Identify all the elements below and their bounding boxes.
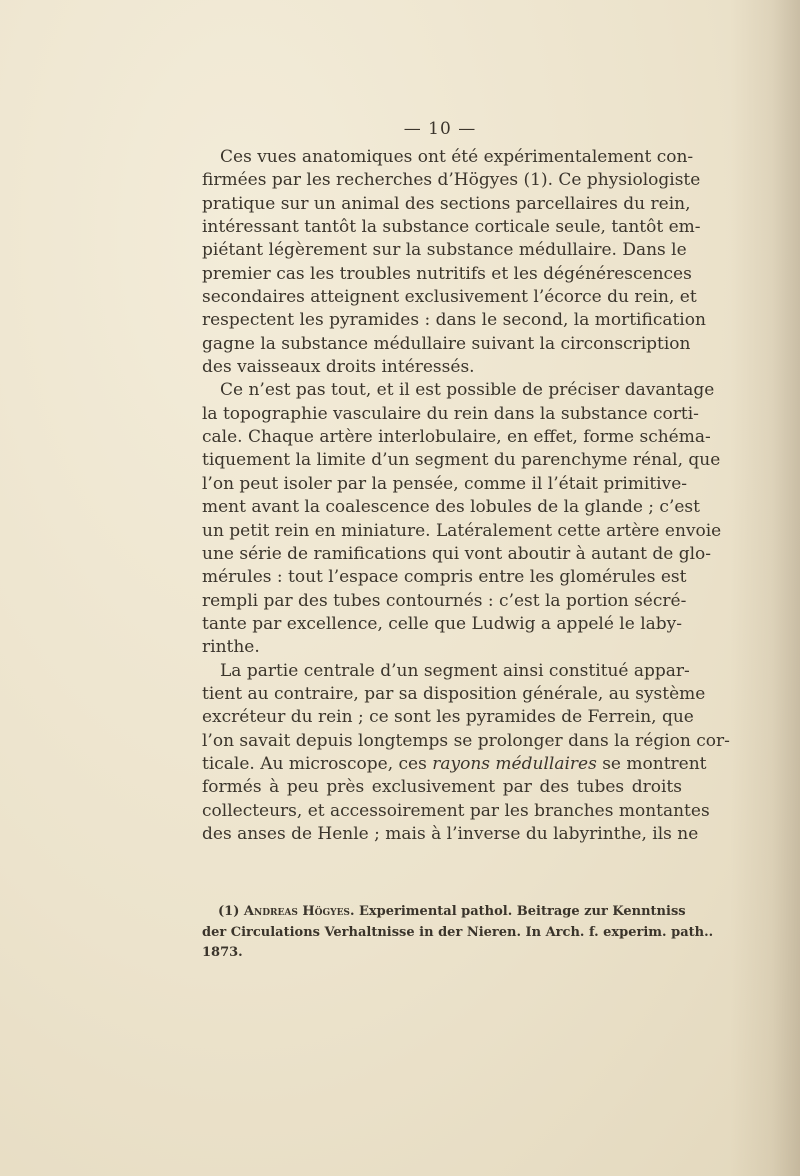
text-line: un petit rein en miniature. Latéralement cette artère envoie — [202, 520, 722, 541]
page-number: — 10 — — [403, 119, 477, 139]
footnote-author: Andreas Högyes — [243, 904, 350, 919]
text-line: formés à peu près exclusivement par des tubes droits — [202, 777, 682, 798]
text-segment: ticale. Au microscope, ces — [202, 753, 433, 774]
text-line: collecteurs, et accessoirement par les branches montantes — [202, 800, 710, 821]
footnote-line: der Circulations Verhaltnisse in der Nieren. In Arch. f. experim. path.. — [202, 924, 714, 940]
text-line: firmées par les recherches d’Högyes (1). Ce physiologiste — [202, 170, 701, 191]
page-edge-shadow — [730, 0, 800, 1176]
text-line: l’on peut isoler par la pensée, comme il l’était primitive- — [202, 473, 688, 494]
text-line: une série de ramifications qui vont aboutir à autant de glo- — [202, 543, 712, 564]
footnote-line: 1873. — [202, 945, 243, 960]
paragraph-1 — [202, 146, 706, 379]
footnote-line — [202, 902, 686, 923]
text-line: rempli par des tubes contournés : c’est la portion sécré- — [202, 590, 687, 611]
text-line: gagne la substance médullaire suivant la circonscription — [202, 333, 691, 354]
text-line: piétant légèrement sur la substance médullaire. Dans le — [202, 240, 687, 261]
body-text — [202, 146, 730, 846]
text-line: mérules : tout l’espace compris entre les glomérules est — [202, 567, 687, 588]
text-line: Ce n’est pas tout, et il est possible de préciser davantage — [220, 380, 715, 401]
text-line: La partie centrale d’un segment ainsi constitué appar- — [220, 660, 690, 681]
text-line: secondaires atteignent exclusivement l’écorce du rein, et — [202, 287, 697, 308]
italic-term: rayons médullaires — [432, 753, 597, 774]
text-line: excréteur du rein ; ce sont les pyramides de Ferrein, que — [202, 707, 694, 728]
text-line: Ces vues anatomiques ont été expérimentalement con- — [220, 147, 694, 167]
text-segment: se montrent — [596, 753, 707, 774]
text-line: tante par excellence, celle que Ludwig a appelé le laby- — [202, 613, 682, 634]
text-line: cale. Chaque artère interlobulaire, en effet, forme schéma- — [202, 427, 711, 448]
text-line: tient au contraire, par sa disposition générale, au système — [202, 683, 706, 704]
text-line: ment avant la coalescence des lobules de la glande ; c’est — [202, 497, 700, 518]
text-line: des vaisseaux droits intéressés. — [202, 357, 475, 378]
paragraph-2 — [202, 379, 722, 659]
text-line: des anses de Henle ; mais à l’inverse du labyrinthe, ils ne — [202, 823, 699, 844]
text-line: l’on savait depuis longtemps se prolonger dans la région cor- — [202, 730, 730, 751]
text-line: premier cas les troubles nutritifs et les dégénérescences — [202, 263, 692, 284]
text-line: tiquement la limite d’un segment du parenchyme rénal, que — [202, 450, 721, 471]
footnote — [202, 902, 714, 964]
text-line: pratique sur un animal des sections parcellaires du rein, — [202, 193, 691, 214]
text-line: la topographie vasculaire du rein dans la substance corti- — [202, 403, 699, 424]
paragraph-3 — [202, 660, 730, 847]
text-line: respectent les pyramides : dans le second, la mortification — [202, 310, 706, 331]
footnote-text: . Experimental pathol. Beitrage zur Kenntniss — [349, 904, 686, 919]
text-line-with-italic — [202, 753, 707, 776]
text-line: rinthe. — [202, 637, 260, 658]
text-line: intéressant tantôt la substance corticale seule, tantôt em- — [202, 217, 701, 238]
footnote-marker: (1) — [218, 904, 244, 919]
